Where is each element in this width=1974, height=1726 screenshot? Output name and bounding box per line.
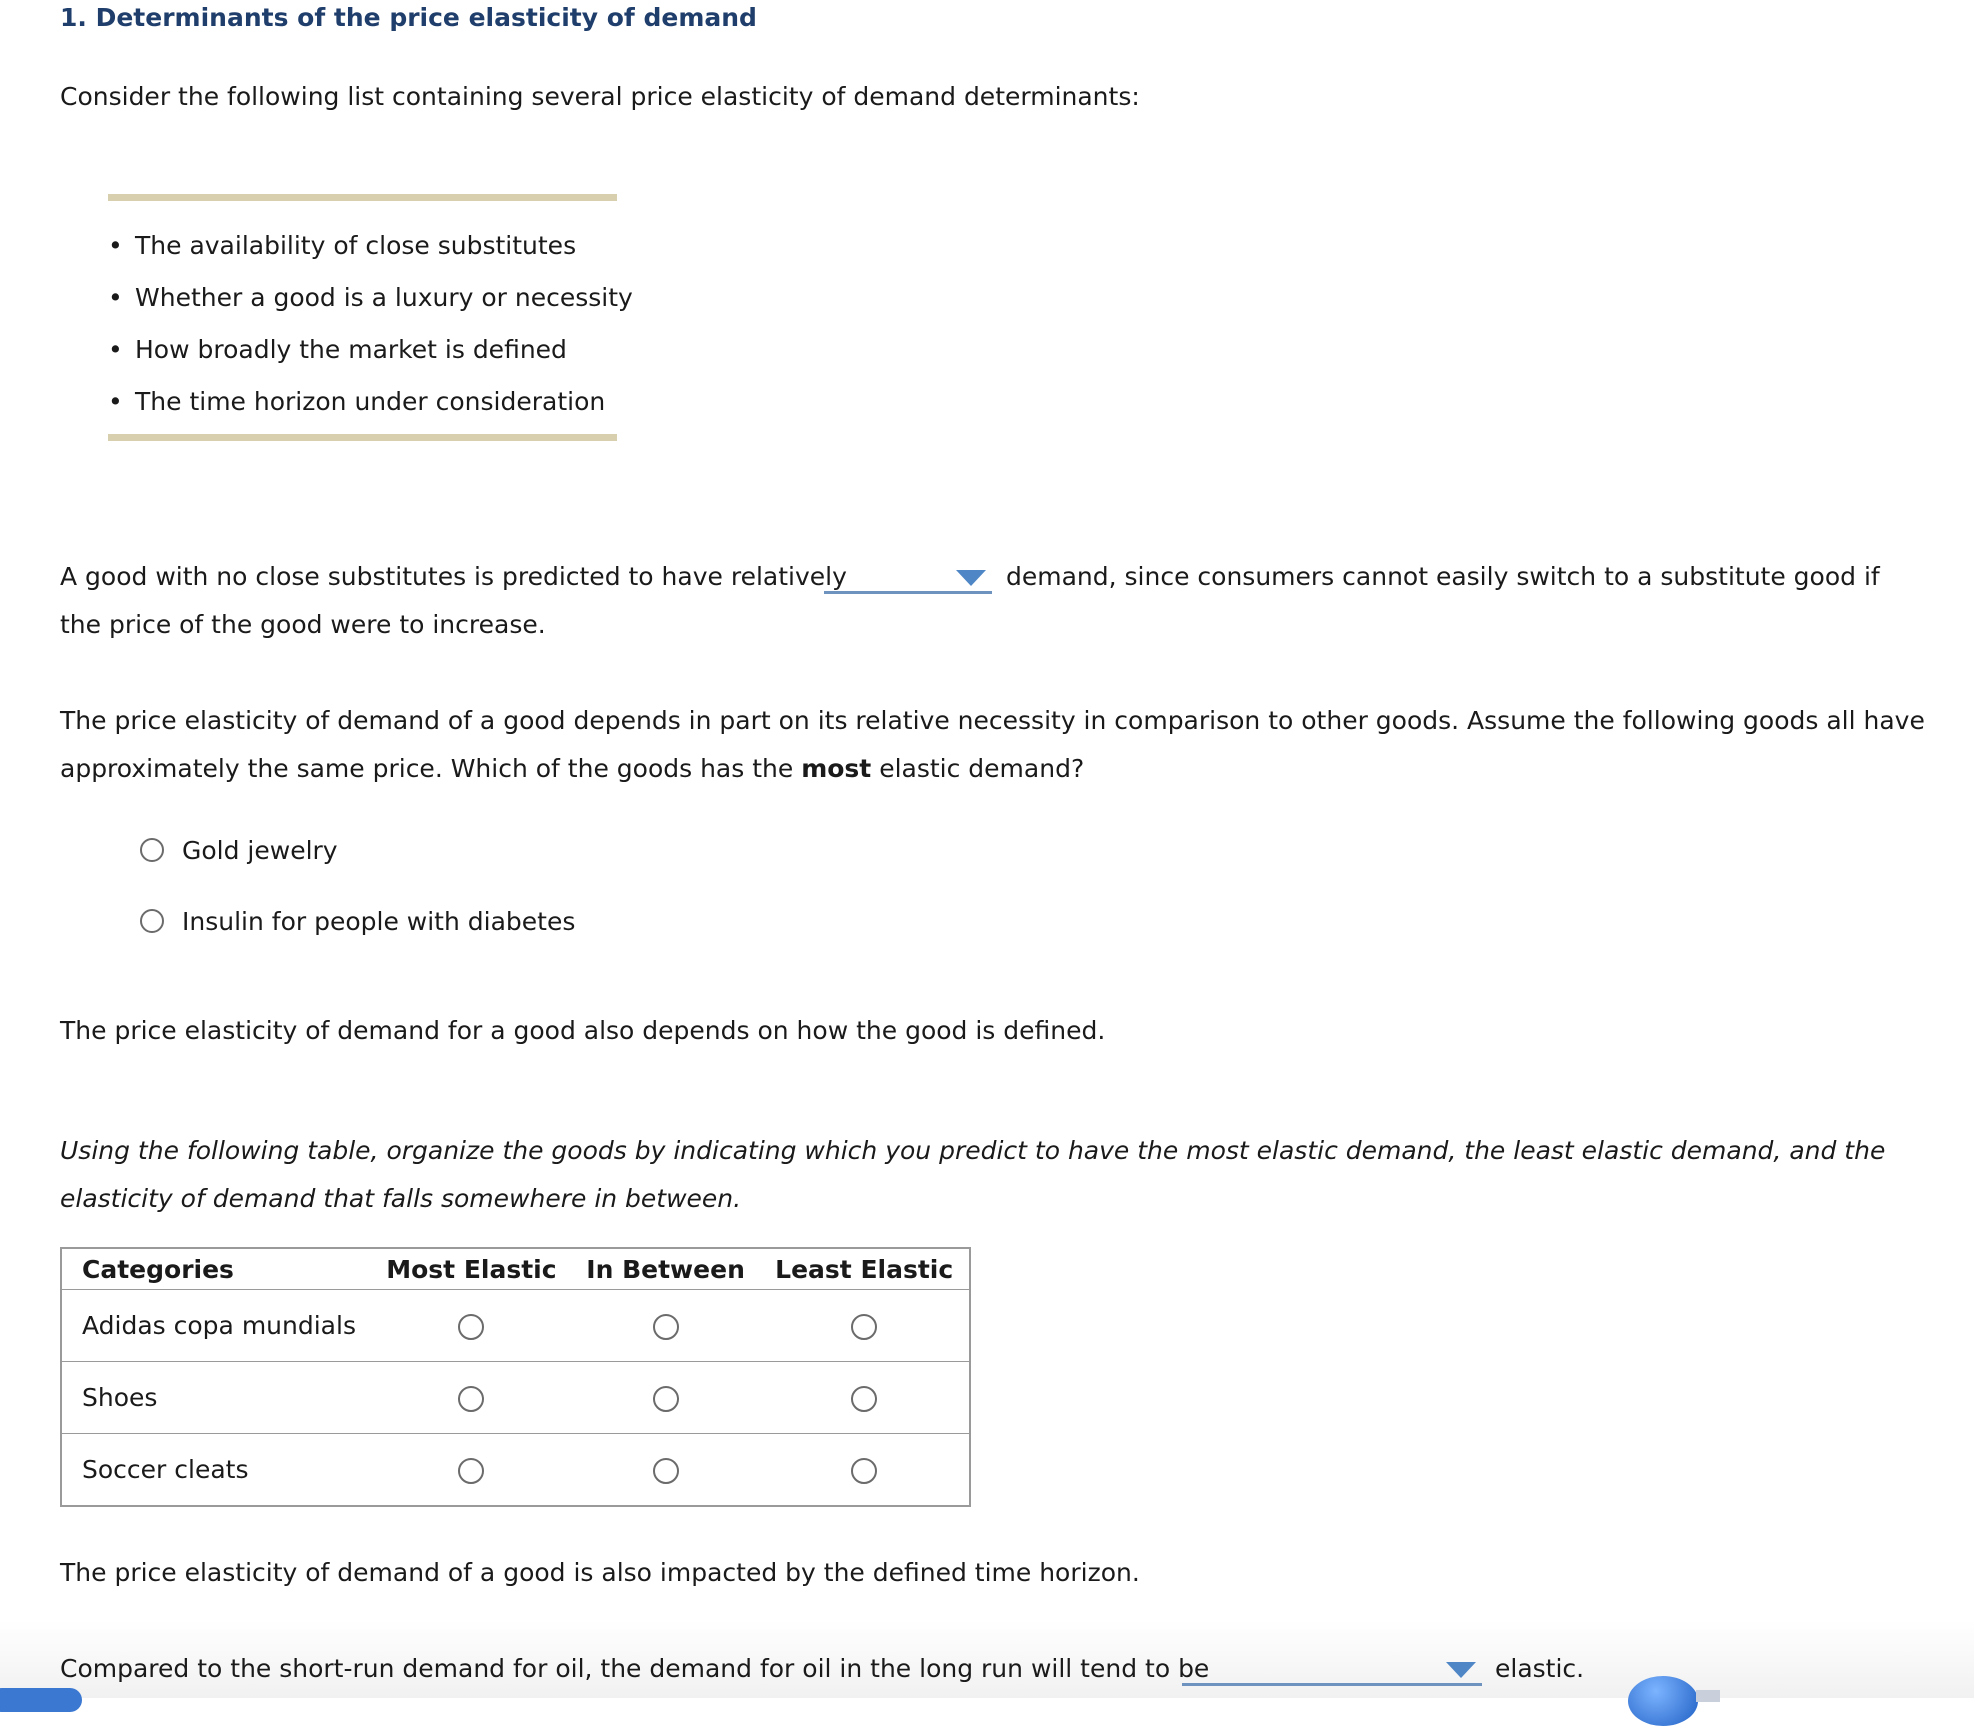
- radio-most-elastic[interactable]: [458, 1386, 484, 1412]
- q1-text-line2: the price of the good were to increase.: [60, 610, 546, 639]
- q3-statement: The price elasticity of demand for a good also depends on how the good is defined.: [60, 1016, 1106, 1045]
- elasticity-table: [60, 1247, 971, 1507]
- bullet-icon: •: [108, 231, 123, 260]
- q2-text-line1: The price elasticity of demand of a good depends in part on its relative necessity in comparison to other goods. Assume the following goods all have: [60, 706, 1925, 735]
- table-row: [61, 1290, 970, 1362]
- q1-text-after: demand, since consumers cannot easily switch to a substitute good if: [1006, 562, 1880, 591]
- radio-most-elastic[interactable]: [458, 1314, 484, 1340]
- table-row: [61, 1434, 970, 1507]
- intro-text: Consider the following list containing several price elasticity of demand determinants:: [60, 82, 1140, 111]
- table-row: [61, 1362, 970, 1434]
- radio-in-between[interactable]: [653, 1386, 679, 1412]
- q1-text-before: A good with no close substitutes is predicted to have relatively: [60, 562, 847, 591]
- radio-least-elastic[interactable]: [851, 1386, 877, 1412]
- radio-most-elastic[interactable]: [458, 1458, 484, 1484]
- radio-in-between[interactable]: [653, 1458, 679, 1484]
- header-least-elastic: Least Elastic: [759, 1248, 970, 1290]
- substitutes-elasticity-dropdown[interactable]: [824, 560, 992, 594]
- determinants-list: [108, 194, 633, 441]
- radio-insulin[interactable]: [140, 909, 164, 933]
- option-label-insulin: Insulin for people with diabetes: [182, 907, 576, 936]
- q2-text-line2: approximately the same price. Which of the goods has the most elastic demand?: [60, 754, 1085, 783]
- radio-in-between[interactable]: [653, 1314, 679, 1340]
- radio-gold-jewelry[interactable]: [140, 838, 164, 862]
- progress-pill: [0, 1688, 82, 1712]
- table-header-row: [61, 1248, 970, 1290]
- determinant-item: • The time horizon under consideration: [108, 387, 606, 416]
- q4-statement: The price elasticity of demand of a good is also impacted by the defined time horizon.: [60, 1558, 1140, 1587]
- radio-least-elastic[interactable]: [851, 1458, 877, 1484]
- option-label-gold-jewelry: Gold jewelry: [182, 836, 338, 865]
- q4-text-after: elastic.: [1495, 1654, 1585, 1683]
- bullet-icon: •: [108, 335, 123, 364]
- long-run-elasticity-dropdown[interactable]: [1182, 1652, 1482, 1686]
- row-label: Adidas copa mundials: [61, 1290, 371, 1362]
- header-in-between: In Between: [572, 1248, 760, 1290]
- header-most-elastic: Most Elastic: [371, 1248, 572, 1290]
- chevron-down-icon: [956, 570, 986, 586]
- bullet-icon: •: [108, 283, 123, 312]
- determinant-item: • The availability of close substitutes: [108, 231, 577, 260]
- page-title: 1. Determinants of the price elasticity of demand: [60, 3, 757, 32]
- row-label: Shoes: [61, 1362, 371, 1434]
- chevron-down-icon: [1446, 1662, 1476, 1678]
- tab-handle-icon: [1696, 1690, 1720, 1702]
- determinant-item: • Whether a good is a luxury or necessity: [108, 283, 633, 312]
- q4-text-before: Compared to the short-run demand for oil, the demand for oil in the long run will tend to be: [60, 1654, 1210, 1683]
- row-label: Soccer cleats: [61, 1434, 371, 1507]
- radio-least-elastic[interactable]: [851, 1314, 877, 1340]
- globe-icon[interactable]: [1628, 1676, 1698, 1726]
- bullet-icon: •: [108, 387, 123, 416]
- q3-instruction-line1: Using the following table, organize the goods by indicating which you predict to have the most elastic demand, the least elastic demand, and the: [60, 1136, 1886, 1165]
- determinant-item: • How broadly the market is defined: [108, 335, 567, 364]
- q3-instruction-line2: elasticity of demand that falls somewhere in between.: [60, 1184, 742, 1213]
- header-categories: Categories: [61, 1248, 371, 1290]
